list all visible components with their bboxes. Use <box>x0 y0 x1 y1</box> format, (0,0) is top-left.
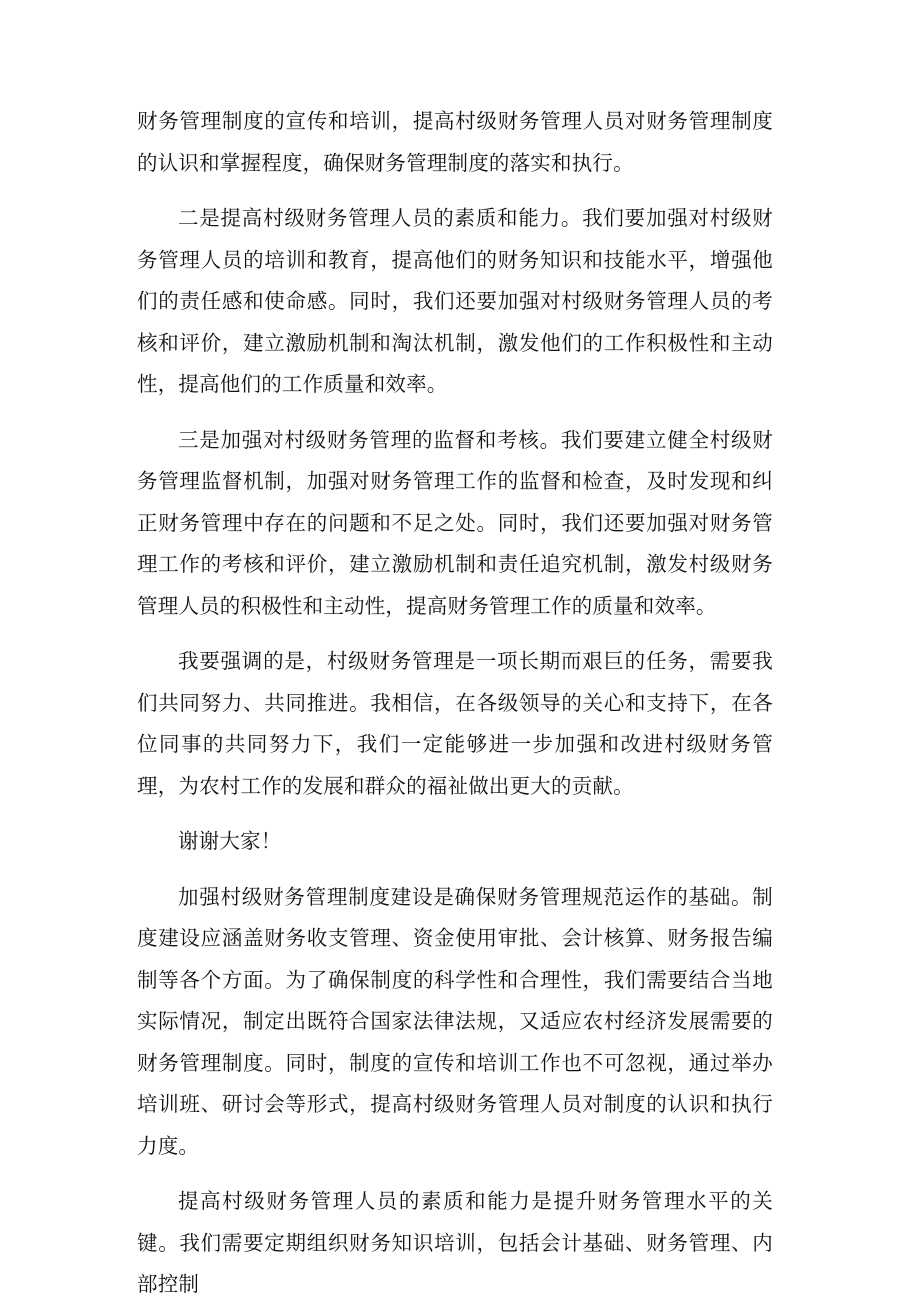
paragraph-7: 提高村级财务管理人员的素质和能力是提升财务管理水平的关键。我们需要定期组织财务知识培训，包括会计基础、财务管理、内部控制 <box>137 1189 773 1296</box>
paragraph-1: 财务管理制度的宣传和培训，提高村级财务管理人员对财务管理制度的认识和掌握程度，确保财务管理制度的落实和执行。 <box>137 109 773 175</box>
document-body <box>137 101 773 1306</box>
paragraph-2: 二是提高村级财务管理人员的素质和能力。我们要加强对村级财务管理人员的培训和教育，提高他们的财务知识和技能水平，增强他们的责任感和使命感。同时，我们还要加强对村级财务管理人员的考核和评价，建立激励机制和淘汰机制，激发他们的工作积极性和主动性，提高他们的工作质量和效率。 <box>137 206 773 396</box>
paragraph-5-thanks: 谢谢大家！ <box>178 829 282 853</box>
paragraph-6: 加强村级财务管理制度建设是确保财务管理规范运作的基础。制度建设应涵盖财务收支管理、资金使用审批、会计核算、财务报告编制等各个方面。为了确保制度的科学性和合理性，我们需要结合当地实际情况，制定出既符合国家法律法规，又适应农村经济发展需要的财务管理制度。同时，制度的宣传和培训工作也不可忽视，通过举办培训班、研讨会等形式，提高村级财务管理人员对制度的认识和执行力度。 <box>137 884 773 1158</box>
paragraph-3: 三是加强对村级财务管理的监督和考核。我们要建立健全村级财务管理监督机制，加强对财务管理工作的监督和检查，及时发现和纠正财务管理中存在的问题和不足之处。同时，我们还要加强对财务管理工作的考核和评价，建立激励机制和责任追究机制，激发村级财务管理人员的积极性和主动性，提高财务管理工作的质量和效率。 <box>137 427 773 618</box>
paragraph-4: 我要强调的是，村级财务管理是一项长期而艰巨的任务，需要我们共同努力、共同推进。我相信，在各级领导的关心和支持下，在各位同事的共同努力下，我们一定能够进一步加强和改进村级财务管理，为农村工作的发展和群众的福祉做出更大的贡献。 <box>137 649 773 798</box>
